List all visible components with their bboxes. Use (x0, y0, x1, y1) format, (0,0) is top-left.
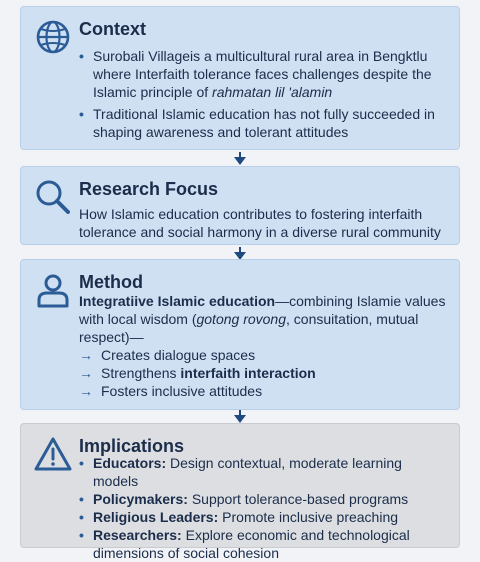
implication-researchers: • Researchers: Explore economic and technological dimensions of social cohesion (79, 526, 449, 562)
right-arrow-icon: → (79, 347, 93, 363)
down-arrow-icon (233, 152, 247, 166)
context-bullet-1: • Surobali Villageis a multicultural rural area in Bengktlu where Interfaith tolerance faces challenges despite the Islamic principle of rahmatan lil 'alamin (79, 47, 449, 101)
context-title: Context (79, 19, 146, 39)
implications-box (20, 423, 460, 561)
implication-religious-leaders: • Religious Leaders: Promote inclusive preaching (79, 508, 449, 526)
method-outcome-2: → Strengthens interfaith interaction (79, 365, 316, 381)
implication-policymakers: • Policymakers: Support tolerance-based programs (79, 490, 449, 508)
method-title: Method (79, 272, 143, 292)
right-arrow-icon: → (79, 383, 93, 399)
person-icon (33, 270, 73, 310)
method-outcome-3: → Fosters inclusive attitudes (79, 383, 263, 399)
search-icon (33, 177, 73, 217)
method-outcome-1: → Creates dialogue spaces (79, 347, 256, 363)
implications-content (79, 454, 449, 562)
research-focus-box (20, 166, 460, 245)
implication-educators: • Educators: Design contextual, moderate learning models (79, 454, 449, 490)
implications-title: Implications (79, 436, 185, 456)
context-box (20, 6, 460, 150)
research-focus-title: Research Focus (79, 179, 219, 199)
right-arrow-icon: → (79, 365, 93, 381)
context-content (79, 47, 449, 141)
method-lead: Integratiive Islamic education—combining Islamie values with local wisdom (gotong rovong, consuitation, mutual respect)— (79, 293, 446, 345)
globe-icon (33, 17, 73, 57)
warning-icon (33, 434, 73, 474)
context-bullet-2: • Traditional Islamic education has not fully succeeded in shaping awareness and tolerant attitudes (79, 105, 449, 141)
method-content (79, 292, 449, 400)
method-box (20, 259, 460, 410)
down-arrow-icon (233, 410, 247, 424)
research-focus-text: How Islamic education contributes to fostering interfaith tolerance and social harmony in a diverse rural community (79, 206, 441, 240)
